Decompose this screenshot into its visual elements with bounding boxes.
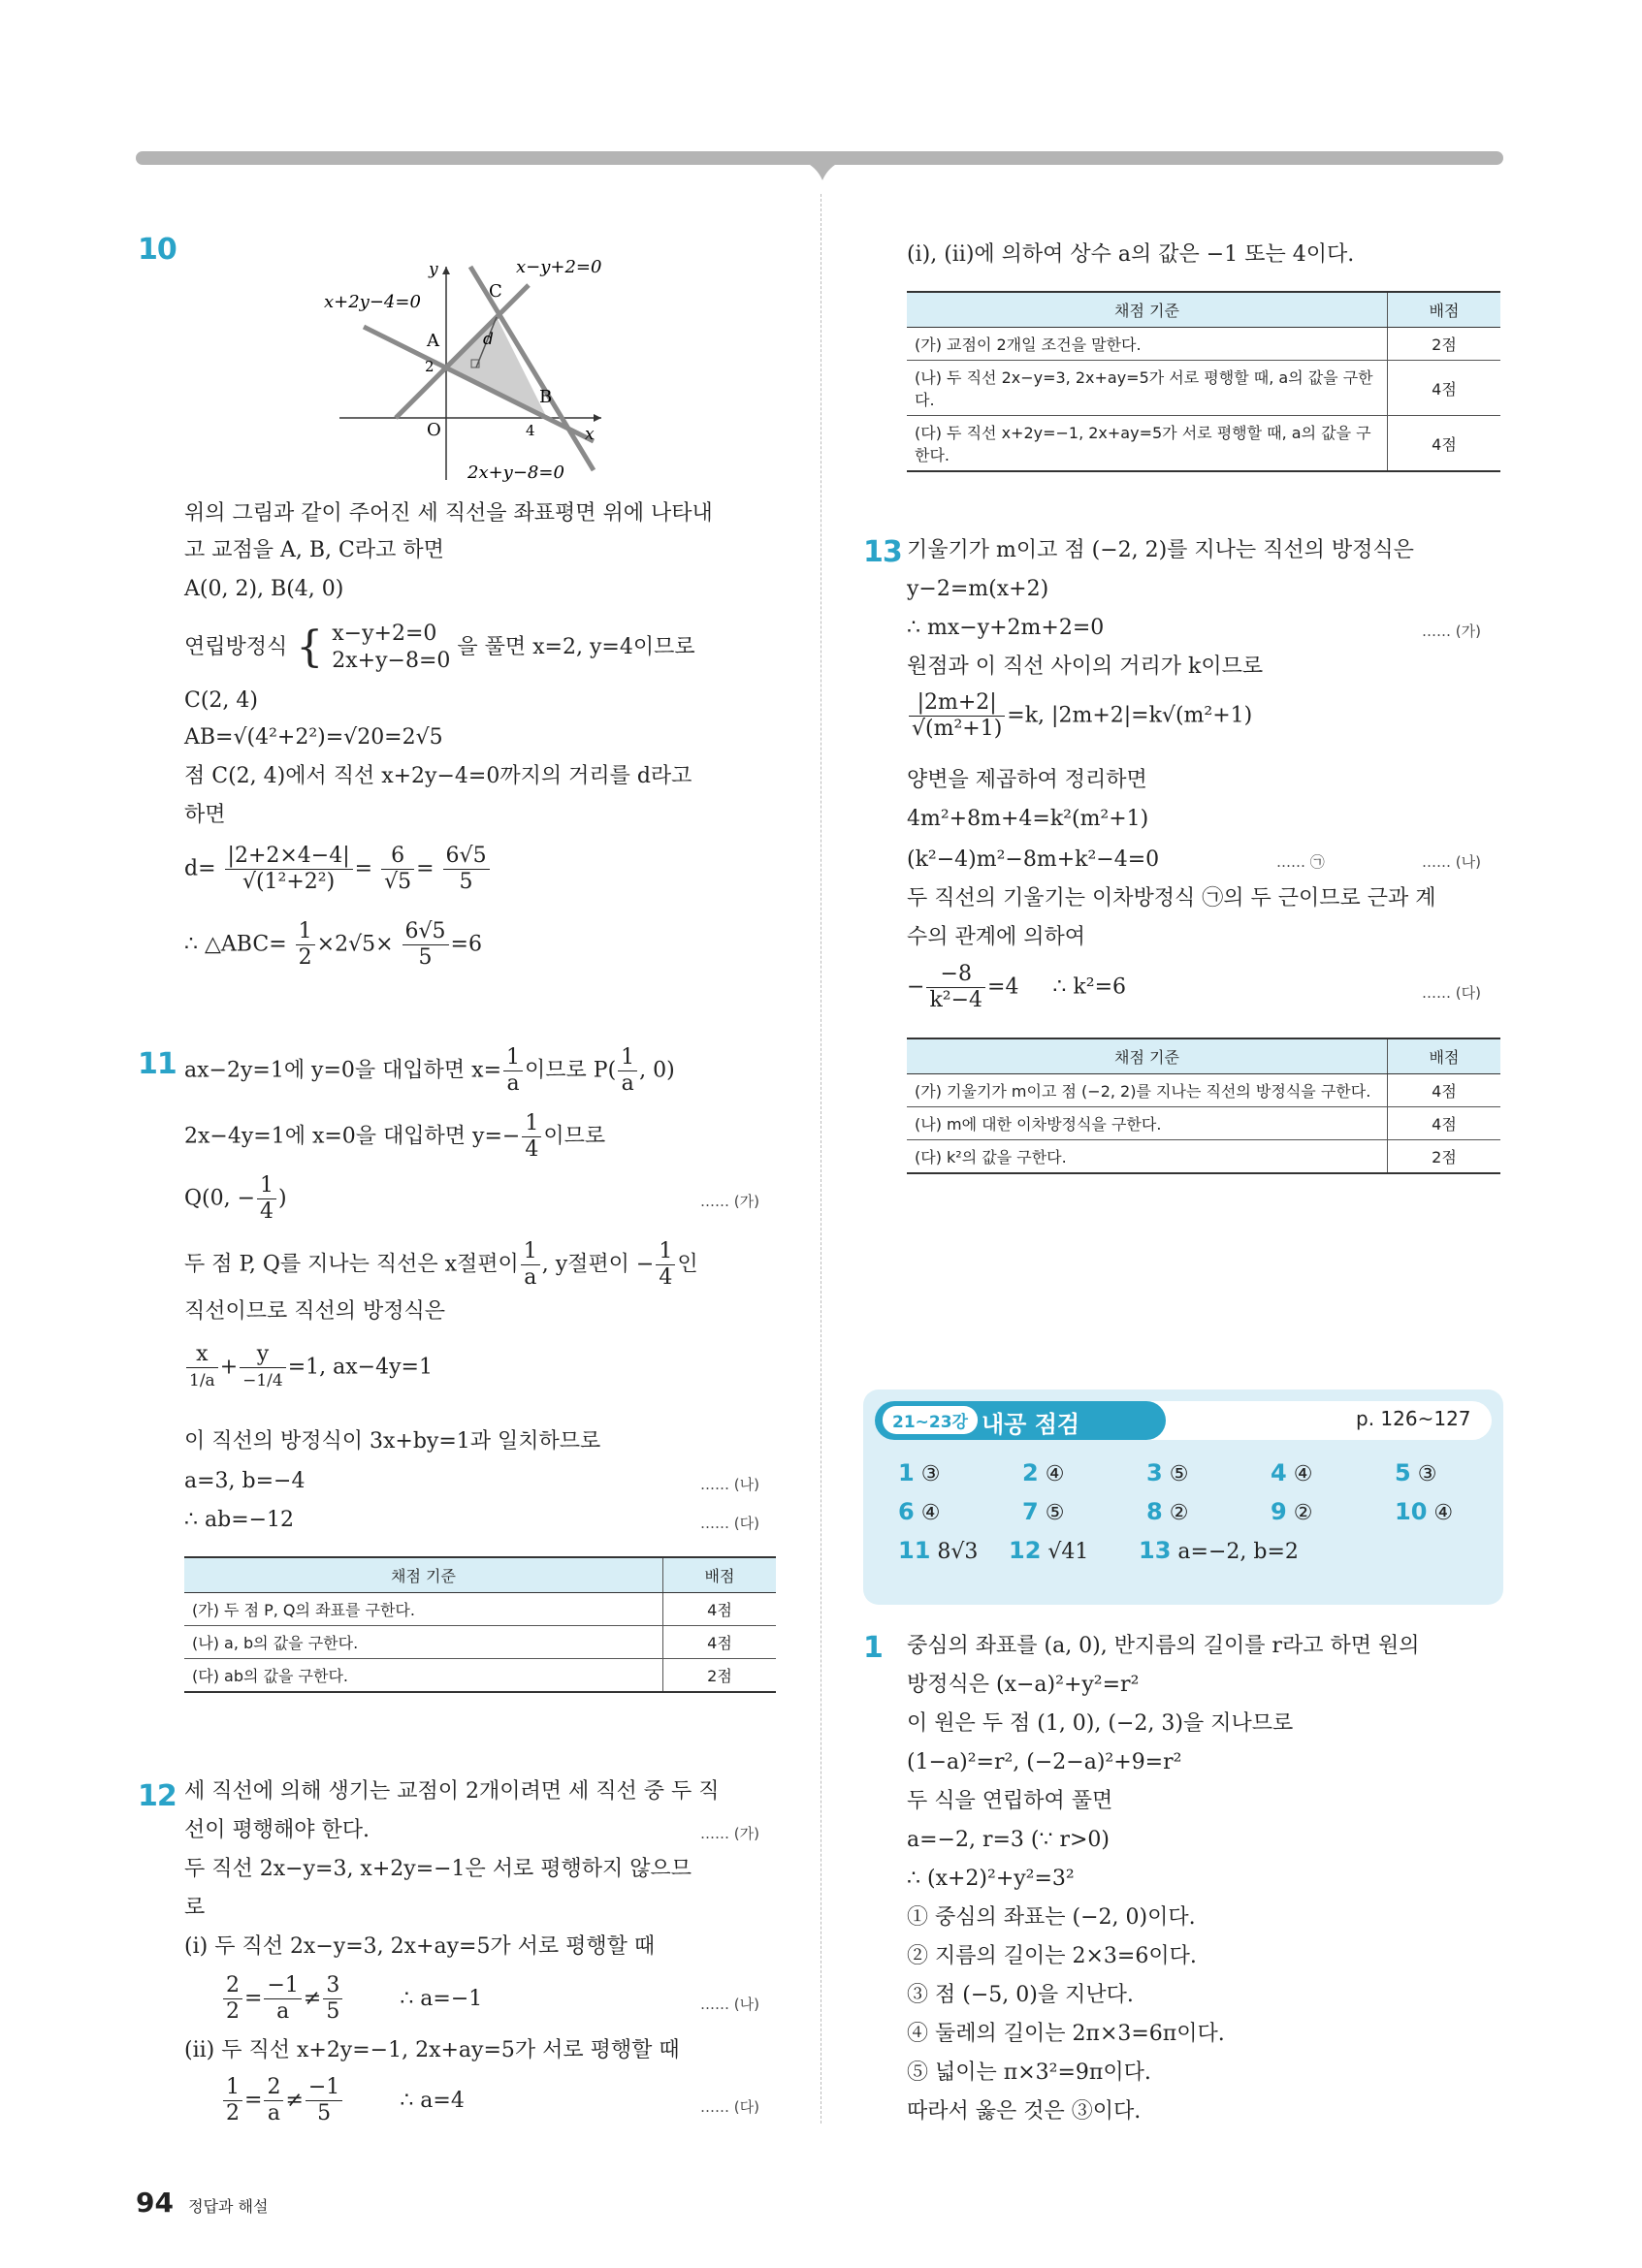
page-number: 94 <box>136 2187 174 2219</box>
answer-val: ② <box>1169 1501 1189 1525</box>
p11-line-1 <box>184 1045 675 1097</box>
frac-num: −1 <box>306 2075 342 2101</box>
p10-area-formula <box>184 919 482 971</box>
answer-val: ④ <box>920 1501 941 1525</box>
problem-11-number: 11 <box>138 1047 177 1081</box>
answer-num: 2 <box>1022 1459 1039 1486</box>
answer-item <box>1395 1498 1453 1525</box>
p10-area-pre: ∴ △ABC= <box>184 932 287 957</box>
frac-num: 1 <box>296 919 315 945</box>
p13-line-6: 양변을 제곱하여 정리하면 <box>907 768 1147 792</box>
answer-val: ⑤ <box>1169 1462 1189 1486</box>
frac-num: −1 <box>264 1973 301 1999</box>
problem-12-number: 12 <box>138 1779 177 1813</box>
answer-num: 9 <box>1271 1498 1287 1525</box>
frac-den: 5 <box>459 870 473 894</box>
p11-l3b: ) <box>278 1186 287 1211</box>
frac-den: √(1²+2²) <box>241 870 336 894</box>
frac-num: 1 <box>521 1239 540 1265</box>
footer <box>136 2187 268 2219</box>
frac-den: 5 <box>317 2101 332 2125</box>
answer-val: 8√3 <box>937 1540 979 1564</box>
answer-val: ④ <box>1293 1462 1313 1486</box>
p10-line-4: C(2, 4) <box>184 688 258 713</box>
p10-d-formula: d= $\frac{|2+2\times 4-4|}{\text{√(1²+2²)}}$ = $\frac{6}{√5}$ = $\frac{6√5}{5}$ <box>184 844 492 895</box>
answer-num: 12 <box>1009 1537 1042 1564</box>
answer-val: ② <box>1293 1501 1313 1525</box>
frac-num: 1 <box>503 1045 523 1071</box>
table-row <box>184 1593 776 1626</box>
answer-val: ③ <box>920 1462 941 1486</box>
table-row <box>184 1626 776 1659</box>
p1-line-3: 이 원은 두 점 (1, 0), (−2, 3)을 지나므로 <box>907 1711 1294 1736</box>
p10-d-lhs: d= <box>184 856 216 881</box>
fig-label-l1: x−y+2=0 <box>516 257 602 277</box>
answer-item <box>1139 1537 1299 1564</box>
p11-line-7: 이 직선의 방정식이 3x+by=1과 일치하므로 <box>184 1429 601 1453</box>
p13-tag-a: …… (가) <box>1422 623 1481 640</box>
p10-sys-post: 을 풀면 x=2, y=4이므로 <box>457 635 695 659</box>
table-header: 채점 기준 <box>907 1038 1388 1074</box>
answer-num: 7 <box>1022 1498 1039 1525</box>
fig-tick-2: 2 <box>425 358 435 375</box>
answer-item <box>1271 1498 1312 1525</box>
fig-label-d: d <box>483 330 494 349</box>
p11-tag-c: …… (다) <box>700 1515 759 1532</box>
answer-item <box>1009 1537 1088 1564</box>
p11-l4a: 두 점 P, Q를 지나는 직선은 x절편이 <box>184 1252 519 1277</box>
table-cell: 4점 <box>663 1593 777 1626</box>
problem-10-figure <box>310 247 640 485</box>
p12-tag-c: …… (다) <box>700 2098 759 2116</box>
answer-item <box>1395 1459 1436 1486</box>
answer-item <box>898 1498 940 1525</box>
table-row <box>907 1140 1500 1174</box>
table-cell: 2점 <box>1388 1140 1501 1174</box>
table-cell: (다) k²의 값을 구한다. <box>907 1140 1388 1174</box>
table-header: 배점 <box>1388 292 1501 328</box>
answer-num: 1 <box>898 1459 915 1486</box>
p13-l11r: =4 ∴ k²=6 <box>987 974 1126 1000</box>
frac-den: a <box>524 1265 537 1290</box>
p11-line-2 <box>184 1111 605 1163</box>
frac-num: 1 <box>522 1111 541 1137</box>
p11-l1c: , 0) <box>639 1058 675 1083</box>
frac-den: 4 <box>525 1137 539 1162</box>
p12-line-7: (ⅱ) 두 직선 x+2y=−1, 2x+ay=5가 서로 평행할 때 <box>184 2038 680 2062</box>
fig-tick-4: 4 <box>526 422 535 439</box>
p10-sys-eq1: x−y+2=0 <box>332 622 437 646</box>
p10-area-post: =6 <box>450 932 482 957</box>
p12-line-8: $\frac{1}{2}$ = $\frac{2}{a}$ ≠ $\frac{-1}{5}$ ∴ a=4 <box>221 2075 465 2126</box>
p13-line-4: 원점과 이 직선 사이의 거리가 k이므로 <box>907 655 1264 679</box>
table-cell: 4점 <box>1388 1107 1501 1140</box>
frac-num: 6√5 <box>443 844 490 870</box>
p13-tag-c: …… (다) <box>1422 984 1481 1002</box>
table-cell: 2점 <box>663 1659 777 1693</box>
answer-val: ⑤ <box>1045 1501 1065 1525</box>
table-row <box>907 328 1500 361</box>
p12-line-4: 로 <box>184 1896 206 1920</box>
table-row <box>907 416 1500 472</box>
fig-label-a: A <box>427 331 439 351</box>
answer-item <box>1022 1498 1064 1525</box>
p11-line-3 <box>184 1173 287 1225</box>
frac-num: |2m+2| <box>909 690 1005 717</box>
frac-den: a <box>506 1071 520 1096</box>
problem-13-number: 13 <box>863 535 902 569</box>
p12-line-2: 선이 평행해야 한다. <box>184 1818 370 1842</box>
p13-line-3: ∴ mx−y+2m+2=0 <box>907 616 1105 640</box>
frac-num: 1 <box>618 1045 637 1071</box>
answer-num: 4 <box>1271 1459 1287 1486</box>
p12-l8r: ∴ a=4 <box>400 2088 465 2113</box>
table-cell: (가) 교점이 2개일 조건을 말한다. <box>907 328 1388 361</box>
table-cell: 4점 <box>1388 361 1501 416</box>
frac-num: 1 <box>257 1173 276 1199</box>
p1-line-7: ∴ (x+2)²+y²=3² <box>907 1867 1075 1891</box>
p13-line-10: 수의 관계에 의하여 <box>907 925 1086 949</box>
p11-tag-b: …… (나) <box>700 1476 759 1493</box>
fig-label-b: B <box>539 387 553 407</box>
p11-tag-a: …… (가) <box>700 1193 759 1210</box>
p11-line-5: 직선이므로 직선의 방정식은 <box>184 1299 446 1324</box>
frac-den: 1/a <box>189 1371 215 1390</box>
answer-item <box>1022 1459 1064 1486</box>
table-cell: (나) 두 직선 2x−y=3, 2x+ay=5가 서로 평행할 때, a의 값을 구한다. <box>907 361 1388 416</box>
footer-label: 정답과 해설 <box>188 2197 269 2216</box>
p13-tag-b: …… (나) <box>1422 853 1481 871</box>
answer-num: 11 <box>898 1537 931 1564</box>
answer-num: 5 <box>1395 1459 1411 1486</box>
table-row <box>907 1074 1500 1107</box>
p10-area-mid: ×2√5× <box>316 932 394 957</box>
fig-label-l2: x+2y−4=0 <box>324 292 421 312</box>
p13-l5r: =k, |2m+2|=k√(m²+1) <box>1007 703 1253 728</box>
table-header: 배점 <box>663 1557 777 1593</box>
p13-line-2: y−2=m(x+2) <box>907 577 1049 601</box>
p11-l4b: , y절편이 − <box>541 1252 655 1277</box>
p13-tag-circ: …… ㉠ <box>1276 853 1325 871</box>
frac-num: 1 <box>656 1239 675 1265</box>
table-row <box>907 1107 1500 1140</box>
p10-line-7: 하면 <box>184 803 226 827</box>
problem-1-number: 1 <box>863 1631 883 1665</box>
answer-val: ④ <box>1045 1462 1065 1486</box>
table-cell: (나) m에 대한 이차방정식을 구한다. <box>907 1107 1388 1140</box>
p10-line-6: 점 C(2, 4)에서 직선 x+2y−4=0까지의 거리를 d라고 <box>184 764 692 788</box>
frac-den: a <box>267 2101 280 2125</box>
p1-line-13: 따라서 옳은 것은 ③이다. <box>907 2099 1142 2124</box>
answer-val: a=−2, b=2 <box>1177 1540 1299 1564</box>
p12-tag-b: …… (나) <box>700 1996 759 2013</box>
p10-sys-pre: 연립방정식 <box>184 635 288 659</box>
check-title: 내공 점검 <box>982 1411 1080 1438</box>
p1-line-9: ② 지름의 길이는 2×3=6이다. <box>907 1944 1197 1968</box>
table-cell: 2점 <box>1388 328 1501 361</box>
frac-num: 6 <box>381 844 414 870</box>
fig-label-y: y <box>429 260 438 279</box>
p11-line-9: ∴ ab=−12 <box>184 1508 295 1532</box>
p1-line-6: a=−2, r=3 (∵ r>0) <box>907 1828 1111 1852</box>
frac-num: 6√5 <box>402 919 449 945</box>
p13-line-9: 두 직선의 기울기는 이차방정식 ㉠의 두 근이므로 근과 계 <box>907 886 1436 910</box>
table-row <box>184 1659 776 1693</box>
check-badge: 21~23강 <box>883 1406 978 1434</box>
table-header: 채점 기준 <box>907 292 1388 328</box>
frac-den: 4 <box>659 1265 673 1290</box>
table-cell: (다) 두 직선 x+2y=−1, 2x+ay=5가 서로 평행할 때, a의 값을 구한다. <box>907 416 1388 472</box>
table-header: 채점 기준 <box>184 1557 663 1593</box>
frac-den: √5 <box>384 870 412 894</box>
table-cell: 4점 <box>663 1626 777 1659</box>
p11-line-6: $\frac{x}{1/a}$ + $\frac{y}{-1/4}$ =1, ax−4y=1 <box>184 1342 433 1393</box>
top-notch <box>784 151 861 180</box>
answer-item <box>1146 1459 1188 1486</box>
frac-num: |2+2×4−4| <box>225 844 353 870</box>
frac-num: x <box>186 1342 218 1368</box>
answer-val: ④ <box>1433 1501 1454 1525</box>
frac-den: 4 <box>260 1199 274 1224</box>
p12-line-3: 두 직선 2x−y=3, x+2y=−1은 서로 평행하지 않으므 <box>184 1857 692 1881</box>
frac-den: 5 <box>418 945 433 970</box>
table-cell: (다) ab의 값을 구한다. <box>184 1659 663 1693</box>
frac-den: 2 <box>226 1999 240 2024</box>
frac-num: 3 <box>323 1973 342 1999</box>
table-header: 배점 <box>1388 1038 1501 1074</box>
p12-line-6: $\frac{2}{2}$ = $\frac{-1}{a}$ ≠ $\frac{3}{5}$ ∴ a=−1 <box>221 1973 482 2025</box>
p11-l2b: 이므로 <box>543 1124 606 1149</box>
answer-num: 10 <box>1395 1498 1428 1525</box>
fig-label-o: O <box>427 420 441 440</box>
answer-num: 6 <box>898 1498 915 1525</box>
frac-den: k²−4 <box>929 988 983 1012</box>
answer-num: 8 <box>1146 1498 1163 1525</box>
problem-10-number: 10 <box>138 233 177 267</box>
table-cell: (가) 두 점 P, Q의 좌표를 구한다. <box>184 1593 663 1626</box>
p12-line-1: 세 직선에 의해 생기는 교점이 2개이려면 세 직선 중 두 직 <box>184 1779 720 1804</box>
p13-l11-pre: − <box>907 974 925 1000</box>
answer-item <box>1271 1459 1312 1486</box>
answer-val: √41 <box>1047 1540 1089 1564</box>
p1-line-1: 중심의 좌표를 (a, 0), 반지름의 길이를 r라고 하면 원의 <box>907 1634 1420 1658</box>
p11-line-8: a=3, b=−4 <box>184 1469 306 1493</box>
p13-line-11 <box>907 962 1126 1013</box>
p12-l6r: ∴ a=−1 <box>400 1986 483 2011</box>
answer-item <box>898 1537 978 1564</box>
p12-score-table <box>907 291 1500 472</box>
p1-line-5: 두 식을 연립하여 풀면 <box>907 1789 1113 1813</box>
p13-line-7: 4m²+8m+4=k²(m²+1) <box>907 807 1149 831</box>
p10-system: 연립방정식 { x−y+2=0 2x+y−8=0 을 풀면 x=2, y=4이므로 <box>184 622 695 673</box>
p13-line-1: 기울기가 m이고 점 (−2, 2)를 지나는 직선의 방정식은 <box>907 538 1414 562</box>
frac-den: a <box>276 1999 290 2024</box>
p10-line-3: A(0, 2), B(4, 0) <box>184 577 344 601</box>
p13-score-table <box>907 1038 1500 1174</box>
p11-l1b: 이므로 P( <box>525 1058 617 1083</box>
answer-num: 13 <box>1139 1537 1172 1564</box>
p12-line-5: (ⅰ) 두 직선 2x−y=3, 2x+ay=5가 서로 평행할 때 <box>184 1934 656 1959</box>
p11-l3a: Q(0, − <box>184 1186 256 1211</box>
p1-line-11: ④ 둘레의 길이는 2π×3=6π이다. <box>907 2022 1225 2046</box>
check-page: p. 126~127 <box>1356 1407 1471 1430</box>
p11-line-4 <box>184 1239 698 1291</box>
p13-line-8: (k²−4)m²−8m+k²−4=0 <box>907 847 1160 872</box>
answer-item <box>898 1459 940 1486</box>
p10-sys-eq2: 2x+y−8=0 <box>332 649 451 673</box>
p11-l4c: 인 <box>677 1252 698 1277</box>
p10-line-5: AB=√(4²+2²)=√20=2√5 <box>184 725 443 750</box>
table-cell: 4점 <box>1388 416 1501 472</box>
frac-den: a <box>621 1071 634 1096</box>
p11-l2a: 2x−4y=1에 x=0을 대입하면 y=− <box>184 1124 521 1149</box>
p10-line-2: 고 교점을 A, B, C라고 하면 <box>184 538 444 562</box>
answer-val: ③ <box>1417 1462 1437 1486</box>
p1-line-8: ① 중심의 좌표는 (−2, 0)이다. <box>907 1905 1196 1930</box>
p11-score-table <box>184 1556 776 1693</box>
frac-den: −1/4 <box>242 1371 283 1390</box>
p1-line-12: ⑤ 넓이는 π×3²=9π이다. <box>907 2060 1151 2085</box>
table-cell: (가) 기울기가 m이고 점 (−2, 2)를 지나는 직선의 방정식을 구한다. <box>907 1074 1388 1107</box>
p12-conclusion: (ⅰ), (ⅱ)에 의하여 상수 a의 값은 −1 또는 4이다. <box>907 242 1355 267</box>
frac-den: 2 <box>298 945 312 970</box>
fig-label-x: x <box>585 425 595 444</box>
p1-line-2: 방정식은 (x−a)²+y²=r² <box>907 1673 1140 1697</box>
table-cell: (나) a, b의 값을 구한다. <box>184 1626 663 1659</box>
frac-den: 2 <box>226 2101 240 2125</box>
table-cell: 4점 <box>1388 1074 1501 1107</box>
p11-l6: =1, ax−4y=1 <box>287 1355 433 1380</box>
frac-num: 2 <box>264 2075 283 2101</box>
frac-den: √(m²+1) <box>912 717 1003 741</box>
frac-den: 5 <box>326 1999 340 2024</box>
p13-line-5 <box>907 690 1252 742</box>
table-row <box>907 361 1500 416</box>
p1-line-4: (1−a)²=r², (−2−a)²+9=r² <box>907 1750 1182 1774</box>
answer-item <box>1146 1498 1188 1525</box>
p10-line-1: 위의 그림과 같이 주어진 세 직선을 좌표평면 위에 나타내 <box>184 501 713 526</box>
check-box <box>863 1390 1503 1605</box>
p11-l1a: ax−2y=1에 y=0을 대입하면 x= <box>184 1058 502 1083</box>
fig-label-c: C <box>489 281 502 302</box>
fig-label-l3: 2x+y−8=0 <box>467 463 564 483</box>
frac-num: −8 <box>926 962 985 988</box>
frac-num: 2 <box>223 1973 242 1999</box>
frac-num: y <box>240 1342 286 1368</box>
answer-num: 3 <box>1146 1459 1163 1486</box>
frac-num: 1 <box>223 2075 242 2101</box>
p12-tag-a: …… (가) <box>700 1825 759 1842</box>
p1-line-10: ③ 점 (−5, 0)을 지난다. <box>907 1983 1134 2007</box>
